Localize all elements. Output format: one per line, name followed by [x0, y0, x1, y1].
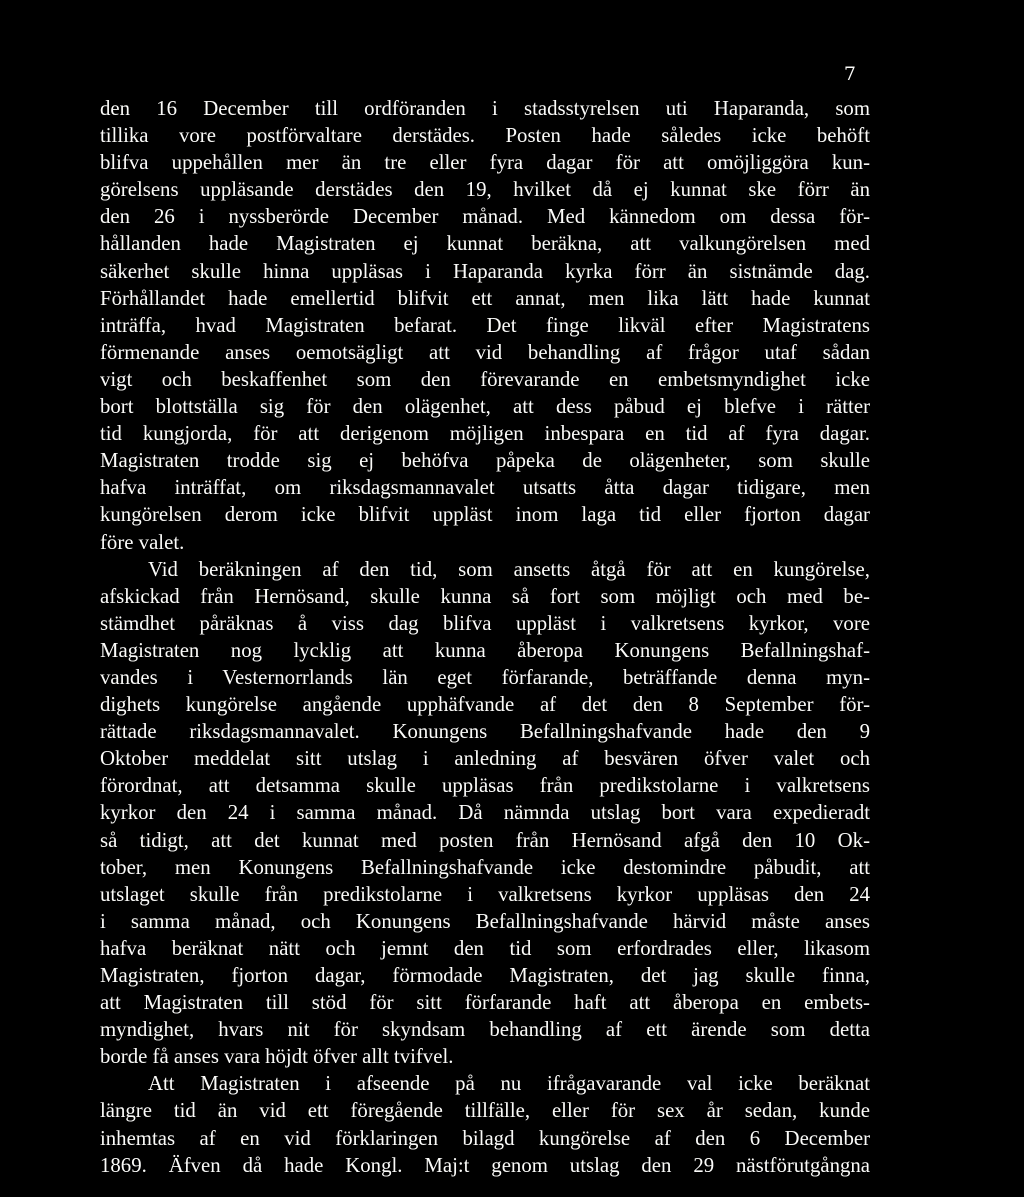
text-line: borde få anses vara höjdt öfver allt tvifvel.: [100, 1045, 454, 1069]
text-line: vigt och beskaffenhet som den förevarande en embetsmyndighet icke: [100, 367, 870, 391]
text-line: tid kungjorda, för att derigenom möjligen inbespara en tid af fyra dagar.: [100, 422, 870, 446]
text-line: Förhållandet hade emellertid blifvit ett annat, men lika lätt hade kunnat: [100, 286, 870, 310]
text-line: hafva inträffat, om riksdagsmannavalet utsatts åtta dagar tidigare, men: [100, 476, 870, 500]
page-number: 7: [843, 63, 856, 85]
text-line: inhemtas af en vid förklaringen bilagd kungörelse af den 6 December: [100, 1126, 870, 1150]
text-line: Oktober meddelat sitt utslag i anledning af besvären öfver valet och: [100, 747, 870, 771]
text-line: förordnat, att detsamma skulle uppläsas från predikstolarne i valkretsens: [100, 774, 870, 798]
text-line: Vid beräkningen af den tid, som ansetts åtgå för att en kungörelse,: [148, 557, 870, 581]
text-line: i samma månad, och Konungens Befallningshafvande härvid måste anses: [100, 909, 870, 933]
text-line: säkerhet skulle hinna uppläsas i Haparanda kyrka förr än sistnämde dag.: [100, 259, 870, 283]
paragraph-1: [100, 95, 870, 556]
paragraph-2: [100, 556, 870, 1071]
text-line: den 16 December till ordföranden i stadsstyrelsen uti Haparanda, som: [100, 97, 870, 120]
paragraph-3: [100, 1070, 870, 1178]
text-line: 1869. Äfven då hade Kongl. Maj:t genom utslag den 29 nästförutgångna: [100, 1153, 870, 1177]
text-line: rättade riksdagsmannavalet. Konungens Befallningshafvande hade den 9: [100, 720, 870, 744]
text-line: görelsens uppläsande derstädes den 19, hvilket då ej kunnat ske förr än: [100, 178, 870, 202]
text-line: stämdhet påräknas å viss dag blifva uppläst i valkretsens kyrkor, vore: [100, 611, 870, 635]
text-line: före valet.: [100, 530, 185, 554]
text-line: myndighet, hvars nit för skyndsam behandling af ett ärende som detta: [100, 1018, 870, 1042]
text-line: Magistraten nog lycklig att kunna åberopa Konungens Befallningshaf-: [100, 638, 870, 662]
text-line: inträffa, hvad Magistraten befarat. Det finge likväl efter Magistratens: [100, 313, 870, 337]
text-line: längre tid än vid ett föregående tillfälle, eller för sex år sedan, kunde: [100, 1099, 870, 1123]
text-line: dighets kungörelse angående upphäfvande af det den 8 September för-: [100, 693, 870, 717]
text-line: kyrkor den 24 i samma månad. Då nämnda utslag bort vara expedieradt: [100, 801, 870, 825]
text-line: den 26 i nyssberörde December månad. Med kännedom om dessa för-: [100, 205, 870, 229]
text-line: hållanden hade Magistraten ej kunnat beräkna, att valkungörelsen med: [100, 232, 870, 256]
text-line: kungörelsen derom icke blifvit uppläst inom laga tid eller fjorton dagar: [100, 503, 870, 527]
text-line: bort blottställa sig för den olägenhet, att dess påbud ej blefve i rätter: [100, 395, 870, 419]
text-line: Magistraten, fjorton dagar, förmodade Magistraten, det jag skulle finna,: [100, 964, 870, 987]
text-line: att Magistraten till stöd för sitt förfarande haft att åberopa en embets-: [100, 991, 870, 1015]
text-line: afskickad från Hernösand, skulle kunna så fort som möjligt och med be-: [100, 584, 870, 608]
text-line: vandes i Vesternorrlands län eget förfarande, beträffande denna myn-: [100, 665, 870, 689]
text-line: förmenande anses oemotsägligt att vid behandling af frågor utaf sådan: [100, 340, 870, 364]
text-line: utslaget skulle från predikstolarne i valkretsens kyrkor uppläsas den 24: [100, 882, 870, 906]
text-line: Att Magistraten i afseende på nu ifrågavarande val icke beräknat: [148, 1072, 870, 1096]
text-line: tober, men Konungens Befallningshafvande icke destomindre påbudit, att: [100, 855, 870, 879]
text-line: Magistraten trodde sig ej behöfva påpeka de olägenheter, som skulle: [100, 449, 870, 473]
text-line: hafva beräknat nätt och jemnt den tid som erfordrades eller, likasom: [100, 936, 870, 960]
body-text: [100, 95, 870, 1179]
text-line: så tidigt, att det kunnat med posten från Hernösand afgå den 10 Ok-: [100, 828, 870, 852]
text-line: blifva uppehållen mer än tre eller fyra dagar för att omöjliggöra kun-: [100, 151, 870, 175]
text-line: tillika vore postförvaltare derstädes. Posten hade således icke behöft: [100, 124, 870, 148]
